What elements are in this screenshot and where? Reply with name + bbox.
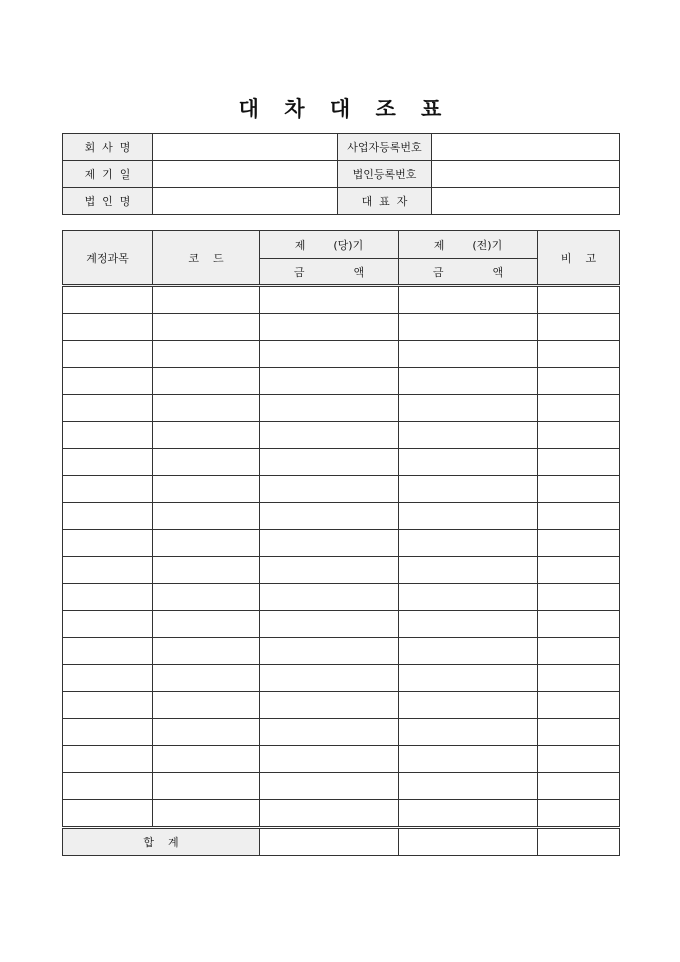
company-name-field[interactable]: [153, 134, 338, 161]
code-cell[interactable]: [153, 286, 260, 314]
account-cell[interactable]: [63, 611, 153, 638]
current-amount-cell[interactable]: [260, 395, 399, 422]
remarks-cell[interactable]: [538, 611, 620, 638]
ceo-label: 대 표 자: [338, 188, 432, 215]
company-info-row: [63, 161, 620, 188]
prior-period-header: 제 (전)기: [399, 231, 538, 259]
current-amount-cell[interactable]: [260, 800, 399, 828]
total-remarks[interactable]: [538, 828, 620, 856]
remarks-cell[interactable]: [538, 503, 620, 530]
account-column-header: 계정과목: [63, 231, 153, 286]
current-amount-cell[interactable]: [260, 449, 399, 476]
table-row: [63, 341, 620, 368]
code-cell[interactable]: [153, 611, 260, 638]
remarks-cell[interactable]: [538, 341, 620, 368]
prior-amount-cell[interactable]: [399, 557, 538, 584]
remarks-column-header: 비 고: [538, 231, 620, 286]
remarks-cell[interactable]: [538, 368, 620, 395]
current-period-header: 제 (당)기: [260, 231, 399, 259]
remarks-cell[interactable]: [538, 746, 620, 773]
prior-amount-cell[interactable]: [399, 286, 538, 314]
account-cell[interactable]: [63, 422, 153, 449]
account-cell[interactable]: [63, 800, 153, 828]
corp-reg-number-field[interactable]: [432, 161, 620, 188]
period-field[interactable]: [153, 161, 338, 188]
prior-amount-cell[interactable]: [399, 476, 538, 503]
prior-amount-cell[interactable]: [399, 368, 538, 395]
current-amount-cell[interactable]: [260, 611, 399, 638]
table-row: [63, 611, 620, 638]
account-cell[interactable]: [63, 341, 153, 368]
prior-amount-cell[interactable]: [399, 422, 538, 449]
code-cell[interactable]: [153, 773, 260, 800]
code-cell[interactable]: [153, 503, 260, 530]
table-row: [63, 314, 620, 341]
table-row: [63, 503, 620, 530]
table-row: [63, 557, 620, 584]
total-label: 합 계: [63, 828, 260, 856]
code-cell[interactable]: [153, 557, 260, 584]
prior-amount-cell[interactable]: [399, 503, 538, 530]
company-name-label: 회 사 명: [63, 134, 153, 161]
current-amount-cell[interactable]: [260, 286, 399, 314]
period-label: 제 기 일: [63, 161, 153, 188]
table-row: [63, 584, 620, 611]
table-row: [63, 692, 620, 719]
current-amount-cell[interactable]: [260, 503, 399, 530]
prior-amount-cell[interactable]: [399, 800, 538, 828]
table-row: [63, 476, 620, 503]
prior-amount-cell[interactable]: [399, 665, 538, 692]
code-cell[interactable]: [153, 530, 260, 557]
prior-amount-cell[interactable]: [399, 638, 538, 665]
table-row: [63, 286, 620, 314]
prior-amount-cell[interactable]: [399, 449, 538, 476]
account-cell[interactable]: [63, 503, 153, 530]
total-row: [63, 828, 620, 856]
remarks-cell[interactable]: [538, 422, 620, 449]
company-info-row: [63, 134, 620, 161]
prior-amount-cell[interactable]: [399, 719, 538, 746]
current-amount-cell[interactable]: [260, 665, 399, 692]
remarks-cell[interactable]: [538, 665, 620, 692]
total-prior-amount[interactable]: [399, 828, 538, 856]
remarks-cell[interactable]: [538, 449, 620, 476]
prior-amount-cell[interactable]: [399, 395, 538, 422]
current-amount-cell[interactable]: [260, 746, 399, 773]
remarks-cell[interactable]: [538, 800, 620, 828]
company-info-table: [62, 133, 620, 215]
account-cell[interactable]: [63, 557, 153, 584]
company-info-row: [63, 188, 620, 215]
current-amount-cell[interactable]: [260, 692, 399, 719]
balance-sheet-table: [62, 230, 620, 856]
prior-amount-cell[interactable]: [399, 314, 538, 341]
current-amount-cell[interactable]: [260, 530, 399, 557]
table-row: [63, 449, 620, 476]
current-amount-cell[interactable]: [260, 368, 399, 395]
code-cell[interactable]: [153, 665, 260, 692]
current-amount-cell[interactable]: [260, 719, 399, 746]
prior-amount-cell[interactable]: [399, 692, 538, 719]
account-cell[interactable]: [63, 584, 153, 611]
table-row: [63, 422, 620, 449]
code-cell[interactable]: [153, 341, 260, 368]
table-row: [63, 638, 620, 665]
account-cell[interactable]: [63, 449, 153, 476]
current-amount-cell[interactable]: [260, 422, 399, 449]
total-current-amount[interactable]: [260, 828, 399, 856]
account-cell[interactable]: [63, 746, 153, 773]
table-row: [63, 800, 620, 828]
prior-amount-cell[interactable]: [399, 611, 538, 638]
current-amount-cell[interactable]: [260, 341, 399, 368]
remarks-cell[interactable]: [538, 314, 620, 341]
code-cell[interactable]: [153, 395, 260, 422]
current-amount-header: 금 액: [260, 259, 399, 286]
header-row: [63, 231, 620, 259]
code-cell[interactable]: [153, 692, 260, 719]
remarks-cell[interactable]: [538, 395, 620, 422]
table-row: [63, 395, 620, 422]
code-cell[interactable]: [153, 449, 260, 476]
prior-amount-cell[interactable]: [399, 341, 538, 368]
prior-amount-cell[interactable]: [399, 530, 538, 557]
code-cell[interactable]: [153, 476, 260, 503]
business-reg-number-field[interactable]: [432, 134, 620, 161]
account-cell[interactable]: [63, 665, 153, 692]
code-cell[interactable]: [153, 584, 260, 611]
code-cell[interactable]: [153, 422, 260, 449]
code-cell[interactable]: [153, 638, 260, 665]
prior-amount-header: 금 액: [399, 259, 538, 286]
table-row: [63, 746, 620, 773]
current-amount-cell[interactable]: [260, 314, 399, 341]
remarks-cell[interactable]: [538, 286, 620, 314]
account-cell[interactable]: [63, 638, 153, 665]
remarks-cell[interactable]: [538, 557, 620, 584]
prior-amount-cell[interactable]: [399, 746, 538, 773]
remarks-cell[interactable]: [538, 773, 620, 800]
remarks-cell[interactable]: [538, 692, 620, 719]
account-cell[interactable]: [63, 314, 153, 341]
table-row: [63, 368, 620, 395]
code-cell[interactable]: [153, 746, 260, 773]
remarks-cell[interactable]: [538, 530, 620, 557]
current-amount-cell[interactable]: [260, 476, 399, 503]
account-cell[interactable]: [63, 692, 153, 719]
code-cell[interactable]: [153, 314, 260, 341]
current-amount-cell[interactable]: [260, 584, 399, 611]
code-column-header: 코 드: [153, 231, 260, 286]
corp-name-label: 법 인 명: [63, 188, 153, 215]
account-cell[interactable]: [63, 395, 153, 422]
current-amount-cell[interactable]: [260, 557, 399, 584]
corp-name-field[interactable]: [153, 188, 338, 215]
account-cell[interactable]: [63, 719, 153, 746]
current-amount-cell[interactable]: [260, 638, 399, 665]
code-cell[interactable]: [153, 368, 260, 395]
remarks-cell[interactable]: [538, 719, 620, 746]
business-reg-number-label: 사업자등록번호: [338, 134, 432, 161]
code-cell[interactable]: [153, 800, 260, 828]
document-title: 대 차 대 조 표: [238, 97, 451, 121]
prior-amount-cell[interactable]: [399, 773, 538, 800]
account-cell[interactable]: [63, 476, 153, 503]
account-cell[interactable]: [63, 286, 153, 314]
prior-amount-cell[interactable]: [399, 584, 538, 611]
remarks-cell[interactable]: [538, 476, 620, 503]
table-row: [63, 665, 620, 692]
code-cell[interactable]: [153, 719, 260, 746]
remarks-cell[interactable]: [538, 638, 620, 665]
account-cell[interactable]: [63, 530, 153, 557]
account-cell[interactable]: [63, 368, 153, 395]
table-row: [63, 719, 620, 746]
ceo-field[interactable]: [432, 188, 620, 215]
corp-reg-number-label: 법인등록번호: [338, 161, 432, 188]
account-cell[interactable]: [63, 773, 153, 800]
remarks-cell[interactable]: [538, 584, 620, 611]
current-amount-cell[interactable]: [260, 773, 399, 800]
table-row: [63, 773, 620, 800]
table-row: [63, 530, 620, 557]
